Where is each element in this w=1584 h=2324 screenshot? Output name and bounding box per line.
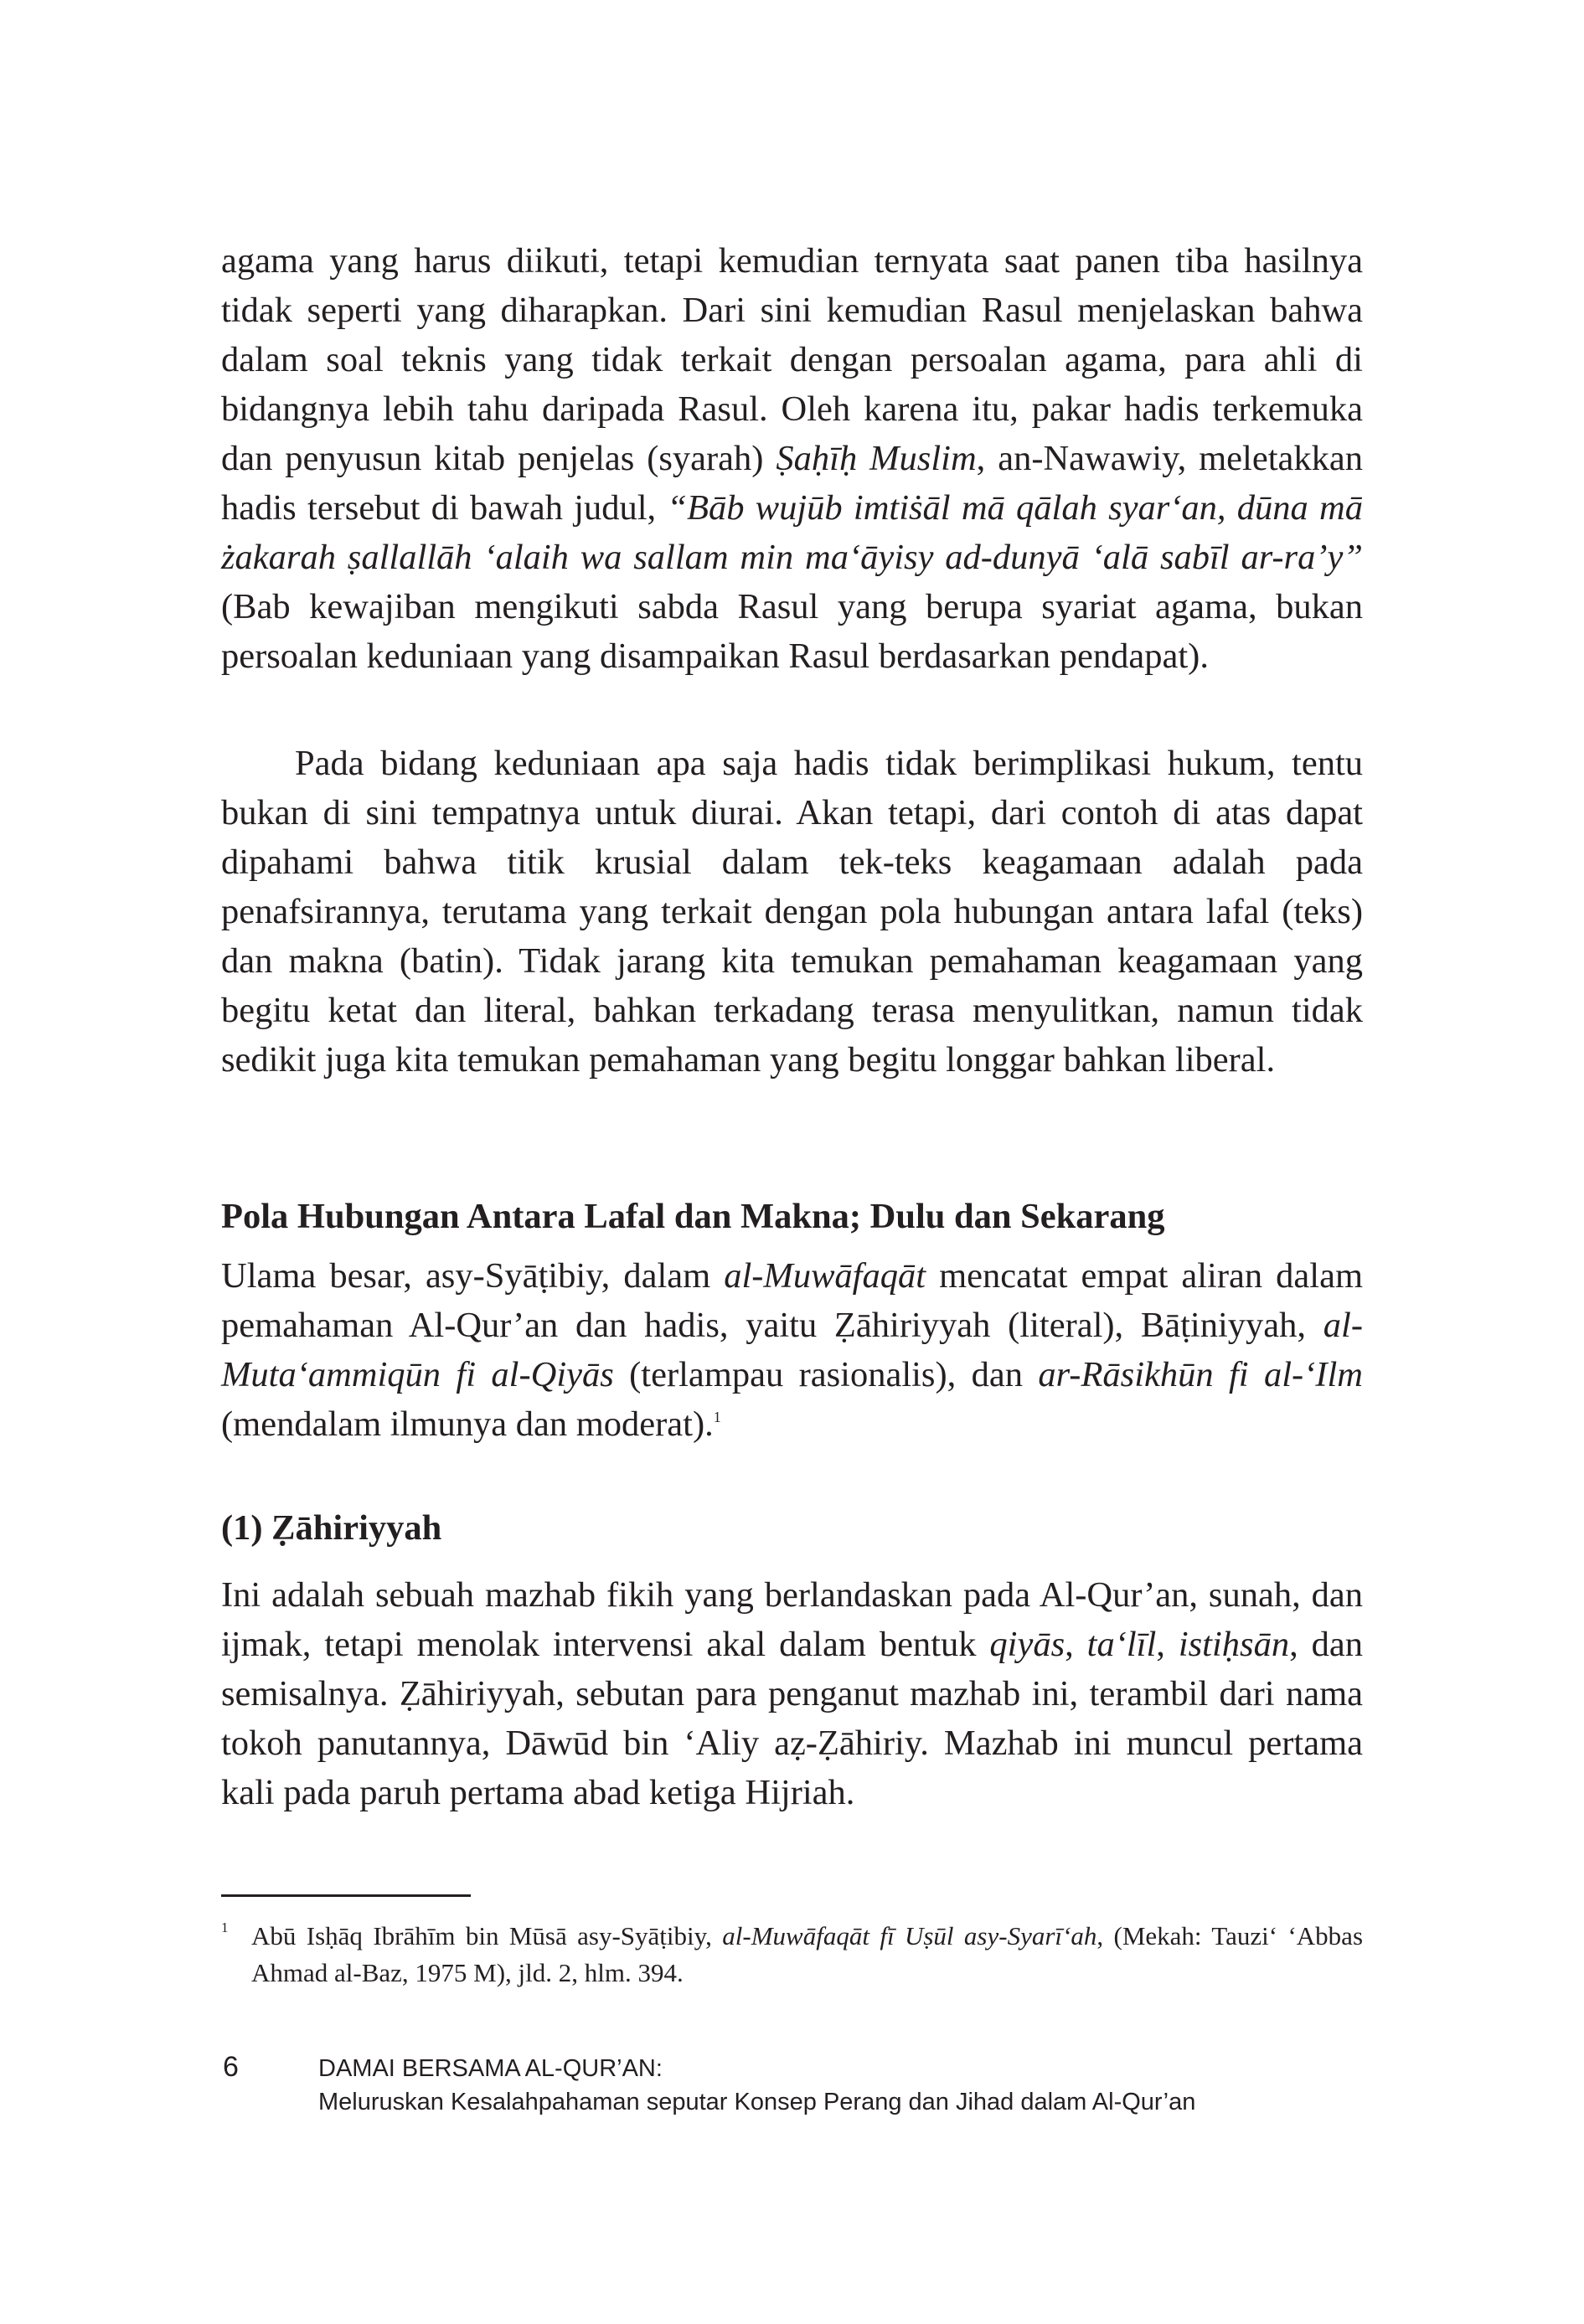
- book-title: DAMAI BERSAMA AL-QUR’AN:: [318, 2055, 663, 2082]
- text-run: (terlampau rasionalis), dan: [613, 1355, 1039, 1394]
- text-run: , (Mekah: Tauzi‘ ‘Abbas Ahmad al-Baz, 1975 M), jld. 2, hlm. 394.: [251, 1921, 1364, 1987]
- footnote-marker: 1: [221, 1919, 229, 1935]
- footnote-divider: [221, 1894, 471, 1897]
- text-run: (Bab kewajiban mengikuti sabda Rasul yang berupa syariat agama, bukan persoalan keduniaan yang disampaikan Rasul berdasarkan pendapat).: [221, 587, 1363, 676]
- text-run: Ini adalah sebuah mazhab fikih yang berlandaskan pada Al-Qur’an, sunah, dan ijmak, tetapi menolak intervensi akal dalam bentuk: [221, 1575, 1363, 1664]
- italic-term: qiyās: [989, 1625, 1065, 1664]
- text-run: agama yang harus diikuti, tetapi kemudian ternyata saat panen tiba hasilnya tidak seperti yang diharapkan. Dari sini kemudian Rasul menjelaskan bahwa dalam soal teknis yang tidak terkait dengan persoalan agama, para ahli di bidangnya lebih tahu daripada Rasul. Oleh karena itu, pakar hadis terkemuka dan penyusun kitab penjelas (syarah): [221, 241, 1363, 478]
- text-run: , dan semisalnya. Ẓāhiriyyah, sebutan para penganut mazhab ini, terambil dari nama tokoh panutannya, Dāwūd bin ‘Aliy aẓ-Ẓāhiriy. Mazhab ini muncul pertama kali pada paruh pertama abad ketiga Hijriah.: [221, 1625, 1363, 1812]
- italic-term: ar-Rāsikhūn fi al-‘Ilm: [1038, 1355, 1363, 1394]
- text-run: ,: [1156, 1625, 1179, 1664]
- paragraph-text: [221, 1570, 1363, 1817]
- text-run: (mendalam ilmunya dan moderat).: [221, 1404, 714, 1444]
- subsection-heading: (1) Ẓāhiriyyah: [221, 1508, 442, 1548]
- footnote-reference: 1: [713, 1409, 721, 1425]
- body-paragraph-2: [221, 739, 1363, 1085]
- body-paragraph-3: [221, 1251, 1363, 1449]
- section-heading: Pola Hubungan Antara Lafal dan Makna; Dulu dan Sekarang: [221, 1197, 1165, 1236]
- italic-term: istiḥsān: [1178, 1625, 1290, 1664]
- text-run: Abū Isḥāq Ibrāhīm bin Mūsā asy-Syāṭibiy,: [251, 1921, 723, 1950]
- page-number: 6: [223, 2051, 239, 2083]
- text-run: mencatat empat aliran dalam pemahaman Al-Qur’an dan hadis, yaitu Ẓāhiriyyah (literal), Bāṭiniyyah,: [221, 1256, 1363, 1345]
- footnote-text: [221, 1918, 1363, 1992]
- text-run: ,: [1065, 1625, 1087, 1664]
- footnote: [221, 1918, 1363, 1992]
- italic-term: “Bāb wujūb imtiṡāl mā qālah syar‘an, dūna mā żakarah ṣallallāh ‘alaih wa sallam min ma‘āyisy ad-dunyā ‘alā sabīl ar-ra’y”: [221, 488, 1363, 577]
- italic-term: al-Muta‘ammiqūn fi al-Qiyās: [221, 1306, 1363, 1394]
- book-subtitle: Meluruskan Kesalahpahaman seputar Konsep Perang dan Jihad dalam Al-Qur’an: [318, 2089, 1196, 2115]
- italic-term: Ṣaḥīḥ Muslim: [776, 439, 977, 478]
- paragraph-text: Pada bidang keduniaan apa saja hadis tidak berimplikasi hukum, tentu bukan di sini tempatnya untuk diurai. Akan tetapi, dari contoh di atas dapat dipahami bahwa titik krusial dalam tek-teks keagamaan adalah pada penafsirannya, terutama yang terkait dengan pola hubungan antara lafal (teks) dan makna (batin). Tidak jarang kita temukan pemahaman keagamaan yang begitu ketat dan literal, bahkan terkadang terasa menyulitkan, namun tidak sedikit juga kita temukan pemahaman yang begitu longgar bahkan liberal.: [221, 744, 1363, 1080]
- body-paragraph-4: [221, 1570, 1363, 1817]
- paragraph-text: [221, 1251, 1363, 1449]
- italic-term: ta‘līl: [1086, 1625, 1157, 1664]
- running-footer: [318, 2052, 1195, 2119]
- paragraph-text: [221, 236, 1363, 681]
- text-run: , an-Nawawiy, meletakkan hadis tersebut di bawah judul,: [221, 439, 1364, 528]
- italic-term: al-Muwāfaqāt: [724, 1256, 926, 1296]
- italic-term: al-Muwāfaqāt fī Uṣūl asy-Syarī‘ah: [722, 1921, 1097, 1950]
- text-run: Ulama besar, asy-Syāṭibiy, dalam: [221, 1256, 725, 1296]
- body-paragraph-1: [221, 236, 1363, 681]
